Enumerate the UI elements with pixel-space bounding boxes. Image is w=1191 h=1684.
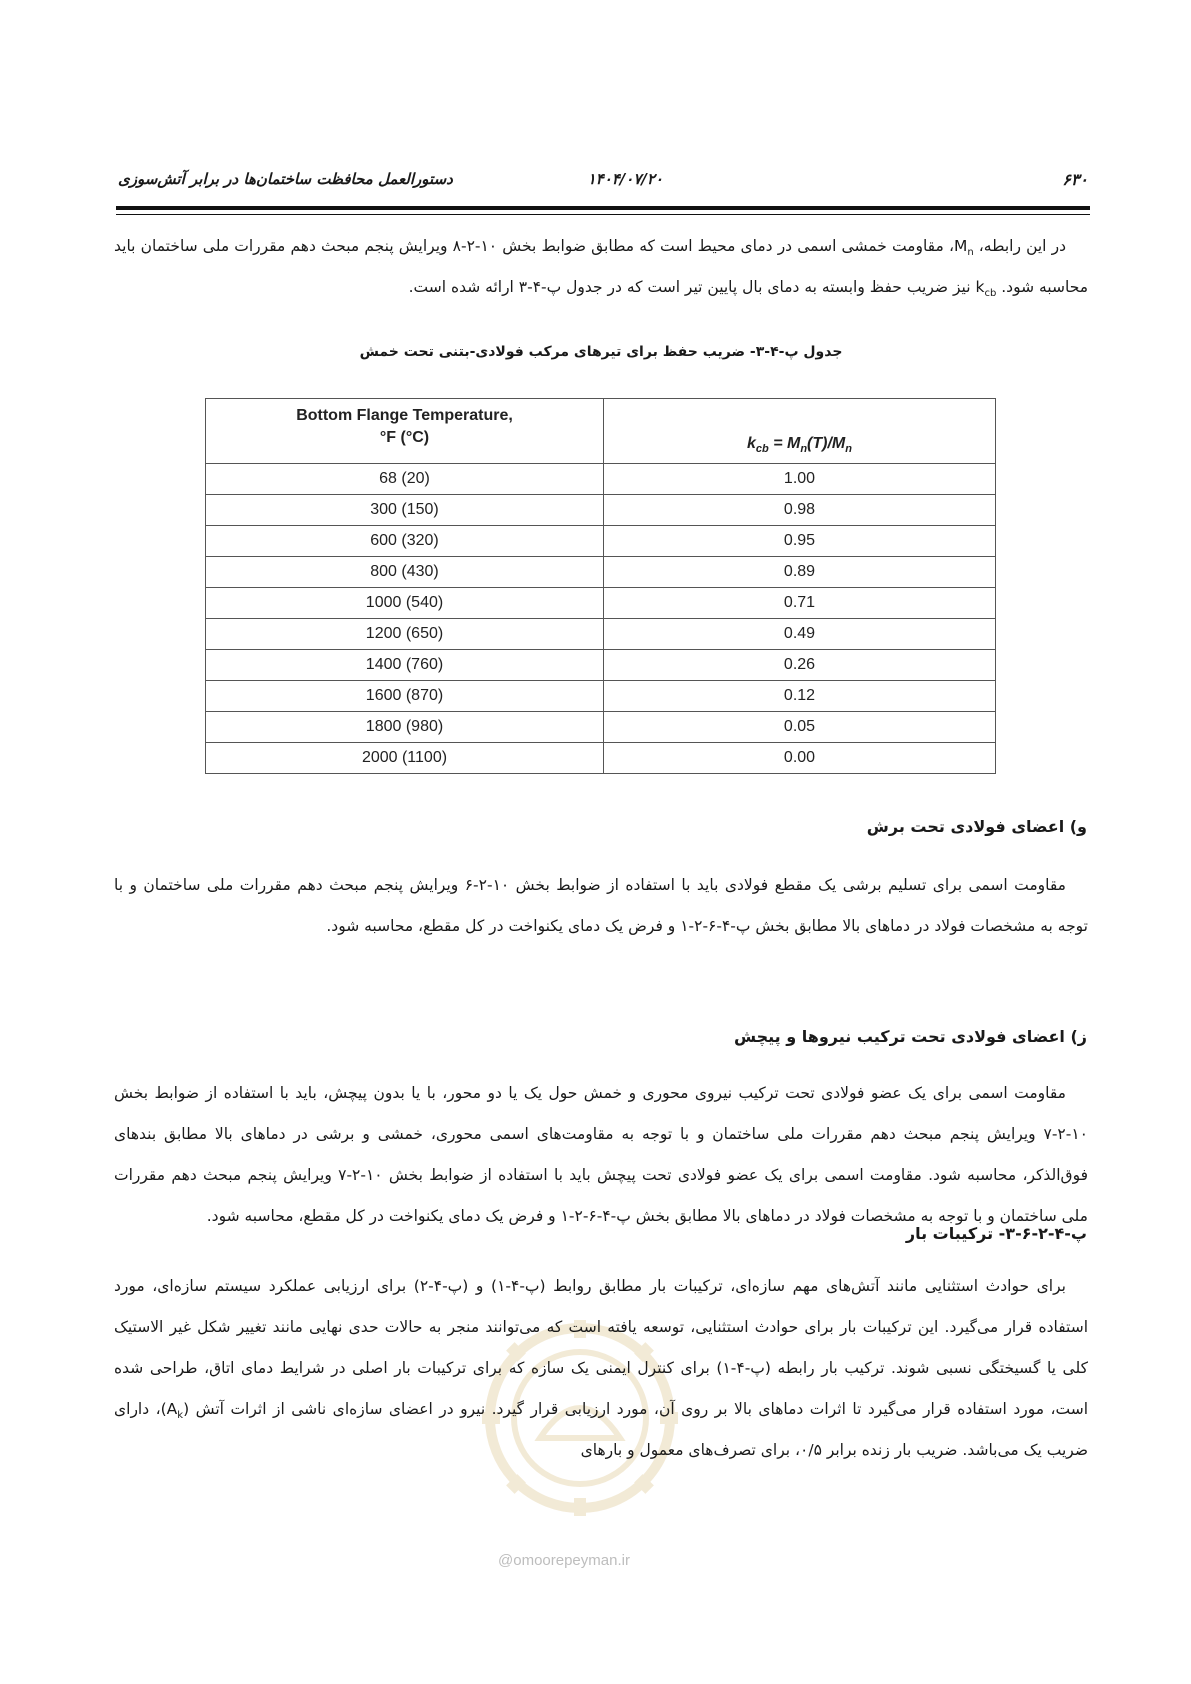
intro-text-3: نیز ضریب حفظ وابسته به دمای بال پایین تیر است که در جدول پ-۴-۳ ارائه شده است. bbox=[408, 278, 976, 296]
temp-cell: 68 (20) bbox=[206, 464, 604, 495]
kcb-cell: 0.95 bbox=[604, 526, 996, 557]
watermark-text: @omoorepeyman.ir bbox=[498, 1552, 630, 1569]
kcb-cell: 1.00 bbox=[604, 464, 996, 495]
table-row bbox=[206, 681, 996, 712]
retention-factor-table bbox=[205, 398, 996, 774]
kcb-t: (T)/M bbox=[807, 434, 846, 452]
temp-cell: 600 (320) bbox=[206, 526, 604, 557]
table-row bbox=[206, 464, 996, 495]
load-sub-k: k bbox=[177, 1410, 184, 1422]
kcb-cell: 0.26 bbox=[604, 650, 996, 681]
table-row bbox=[206, 557, 996, 588]
temp-cell: 2000 (1100) bbox=[206, 743, 604, 774]
kcb-eq: = M bbox=[768, 434, 801, 452]
kcb-m2-sub: n bbox=[845, 443, 852, 455]
header-date: ۱۴۰۴/۰۷/۲۰ bbox=[587, 170, 663, 188]
col-header-temperature-line1: Bottom Flange Temperature, bbox=[296, 407, 513, 424]
table-caption: جدول پ-۴-۳- ضریب حفظ برای تیرهای مرکب فولادی-بتنی تحت خمش bbox=[359, 344, 843, 360]
section-z-body: مقاومت اسمی برای یک عضو فولادی تحت ترکیب نیروی محوری و خمش حول یک یا دو محور، با یا بدون پیچش، باید با استفاده از ضوابط بخش ۱۰-۲-۷ ویرایش پنجم مبحث دهم مقررات ملی ساختمان و با توجه به مقاومت‌های اسمی محوری، خمشی و برشی در دماهای بالا مطابق بندهای فوق‌الذکر، محاسبه شود. مقاومت اسمی برای یک عضو فولادی تحت پیچش باید با استفاده از ضوابط بخش ۱۰-۲-۷ ویرایش پنجم مبحث دهم مقررات ملی ساختمان و با توجه به مشخصات فولاد در دماهای بالا مطابق بخش پ-۴-۶-۲-۱ و فرض یک دمای یکنواخت در کل مقطع، محاسبه شود. bbox=[114, 1084, 1088, 1225]
table-row bbox=[206, 650, 996, 681]
temp-cell: 1200 (650) bbox=[206, 619, 604, 650]
load-text-1: برای حوادث استثنایی مانند آتش‌های مهم سازه‌ای، ترکیبات بار مطابق روابط (پ-۴-۱) و (پ-۴-۲) برای ارزیابی عملکرد سیستم سازه‌ای، مورد استفاده قرار می‌گیرد. این ترکیبات بار برای حوادث استثنایی، توسعه یافته است که می‌توانند منجر به حالات حدی نهایی مانند تغییر شکل غیر الاستیک کلی یا گسیختگی نسبی شوند. ترکیب بار رابطه (پ-۴-۱) برای کنترل ایمنی یک سازه که برای ترکیبات بار اصلی در شرایط دمای اتاق، طراحی شده است، مورد استفاده قرار می‌گیرد تا اثرات دماهای بالا بر روی آن، مورد ارزیابی قرار گیرد. نیرو در اعضای سازه‌ای ناشی از اثرات آتش (A bbox=[114, 1277, 1089, 1418]
section-v-heading: و) اعضای فولادی تحت برش bbox=[866, 817, 1087, 836]
temp-cell: 1800 (980) bbox=[206, 712, 604, 743]
kcb-cell: 0.12 bbox=[604, 681, 996, 712]
table-row bbox=[206, 588, 996, 619]
col-header-temperature-line2: °F (°C) bbox=[379, 429, 430, 446]
section-load-body bbox=[114, 1266, 1088, 1471]
header-rule-thick bbox=[116, 206, 1090, 210]
kcb-cell: 0.98 bbox=[604, 495, 996, 526]
header-rule-thin bbox=[116, 214, 1090, 215]
kcb-sub: cb bbox=[755, 443, 769, 455]
temp-cell: 800 (430) bbox=[206, 557, 604, 588]
load-text-2: )، دارای ضریب یک می‌باشد. ضریب بار زنده برابر ۰/۵، برای تصرف‌های معمول و بارهای bbox=[114, 1400, 1088, 1459]
table-header-row bbox=[206, 399, 996, 464]
section-v-body: مقاومت اسمی برای تسلیم برشی یک مقطع فولادی باید با استفاده از ضوابط بخش ۱۰-۲-۶ ویرایش پنجم مبحث دهم مقررات ملی ساختمان و با توجه به مشخصات فولاد در دماهای بالا مطابق بخش پ-۴-۶-۲-۱ و فرض یک دمای یکنواخت در کل مقطع، محاسبه شود. bbox=[114, 876, 1088, 935]
kcb-cell: 0.05 bbox=[604, 712, 996, 743]
temp-cell: 1400 (760) bbox=[206, 650, 604, 681]
table-row bbox=[206, 712, 996, 743]
intro-paragraph bbox=[114, 226, 1088, 308]
header-title: دستورالعمل محافظت ساختمان‌ها در برابر آتش‌سوزی bbox=[118, 170, 453, 188]
page-header bbox=[118, 166, 1088, 198]
section-z-heading: ز) اعضای فولادی تحت ترکیب نیروها و پیچش bbox=[733, 1027, 1087, 1046]
temp-cell: 1000 (540) bbox=[206, 588, 604, 619]
intro-text-1: در این رابطه، M bbox=[953, 237, 1067, 255]
table-row bbox=[206, 619, 996, 650]
temp-cell: 300 (150) bbox=[206, 495, 604, 526]
kcb-m-sub: n bbox=[800, 443, 808, 455]
page-number: ۶۳۰ bbox=[1062, 170, 1088, 189]
section-load-heading: پ-۴-۲-۶-۳- ترکیبات بار bbox=[905, 1224, 1087, 1243]
kcb-cell: 0.71 bbox=[604, 588, 996, 619]
table-row bbox=[206, 526, 996, 557]
col-header-temperature bbox=[206, 399, 604, 464]
kcb-cell: 0.49 bbox=[604, 619, 996, 650]
intro-sub-cb: cb bbox=[984, 288, 997, 300]
table-row bbox=[206, 495, 996, 526]
kcb-cell: 0.00 bbox=[604, 743, 996, 774]
intro-sub-n: n bbox=[967, 247, 974, 259]
kcb-cell: 0.89 bbox=[604, 557, 996, 588]
col-header-kcb bbox=[604, 399, 996, 464]
kcb-k: k bbox=[747, 434, 756, 452]
intro-text-2: ، مقاومت خمشی اسمی در دمای محیط است که مطابق ضوابط بخش ۱۰-۲-۸ ویرایش پنجم مبحث دهم مقررات ملی ساختمان باید محاسبه شود. k bbox=[114, 237, 1088, 296]
table-row bbox=[206, 743, 996, 774]
temp-cell: 1600 (870) bbox=[206, 681, 604, 712]
